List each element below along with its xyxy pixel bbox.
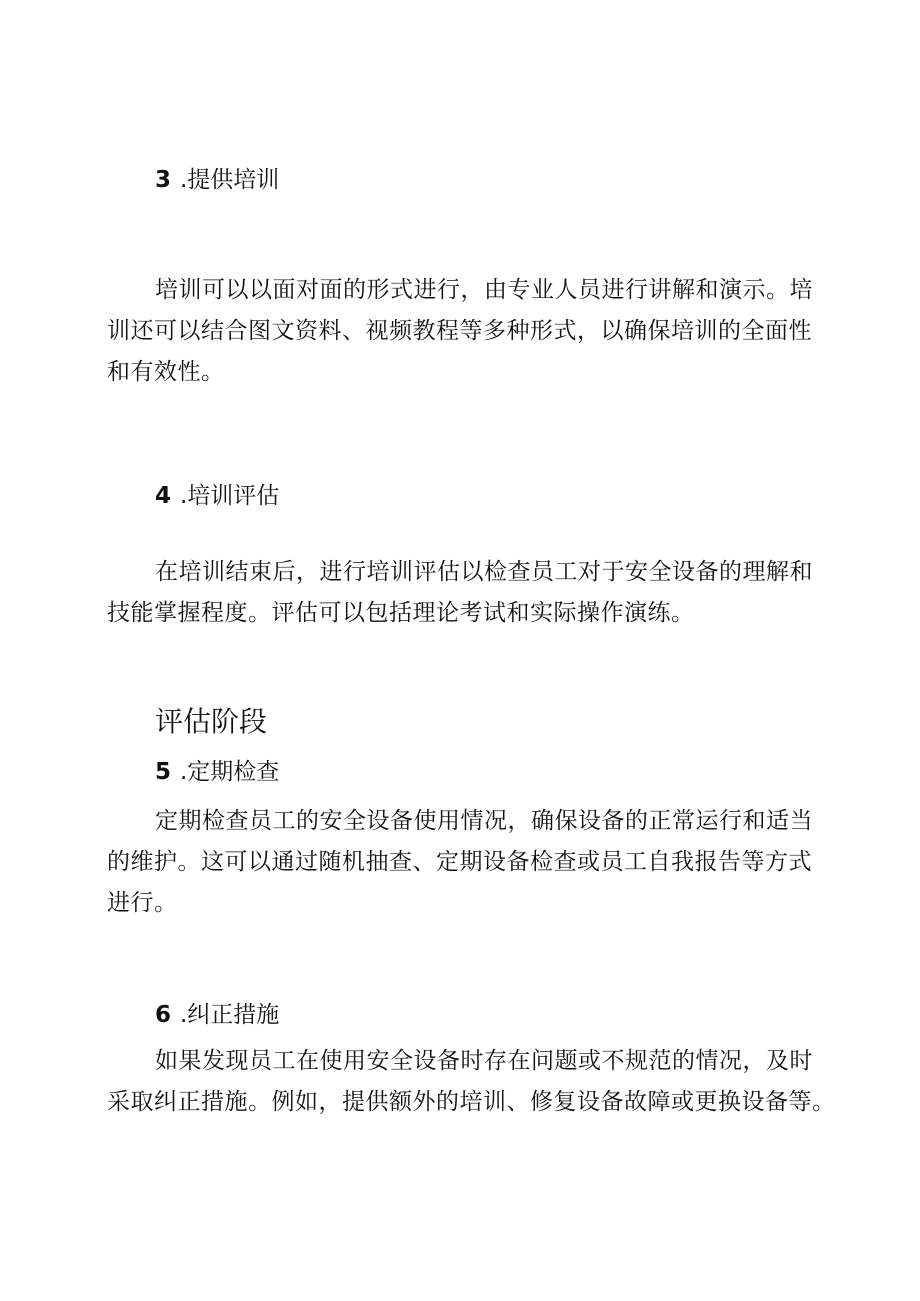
paragraph-line: 采取纠正措施。例如，提供额外的培训、修复设备故障或更换设备等。 xyxy=(107,1089,836,1115)
section-heading-3 xyxy=(155,165,279,195)
paragraph-line: 如果发现员工在使用安全设备时存在问题或不规范的情况，及时 xyxy=(155,1048,813,1074)
paragraph-training-delivery xyxy=(107,270,813,393)
paragraph-line: 培训可以以面对面的形式进行，由专业人员进行讲解和演示。培 xyxy=(155,277,813,303)
section-title: .培训评估 xyxy=(180,483,280,509)
section-heading-5 xyxy=(155,757,279,787)
section-number: 3 xyxy=(155,167,172,193)
section-number: 4 xyxy=(155,483,172,509)
paragraph-corrective-measures xyxy=(107,1041,836,1123)
paragraph-line: 定期检查员工的安全设备使用情况，确保设备的正常运行和适当 xyxy=(155,808,813,834)
paragraph-line: 进行。 xyxy=(107,890,178,916)
paragraph-line: 技能掌握程度。评估可以包括理论考试和实际操作演练。 xyxy=(107,600,695,626)
paragraph-regular-inspection xyxy=(107,801,813,924)
section-number: 6 xyxy=(155,1002,172,1028)
section-title: .纠正措施 xyxy=(180,1002,280,1028)
paragraph-line: 和有效性。 xyxy=(107,359,225,385)
section-title: .提供培训 xyxy=(180,167,280,193)
stage-title: 评估阶段 xyxy=(155,705,268,738)
section-heading-4 xyxy=(155,481,279,511)
section-number: 5 xyxy=(155,759,172,785)
paragraph-training-evaluation xyxy=(107,552,813,634)
paragraph-line: 在培训结束后，进行培训评估以检查员工对于安全设备的理解和 xyxy=(155,559,813,585)
section-title: .定期检查 xyxy=(180,759,280,785)
paragraph-line: 训还可以结合图文资料、视频教程等多种形式，以确保培训的全面性 xyxy=(107,318,812,344)
paragraph-line: 的维护。这可以通过随机抽查、定期设备检查或员工自我报告等方式 xyxy=(107,849,812,875)
section-heading-6 xyxy=(155,1000,279,1030)
